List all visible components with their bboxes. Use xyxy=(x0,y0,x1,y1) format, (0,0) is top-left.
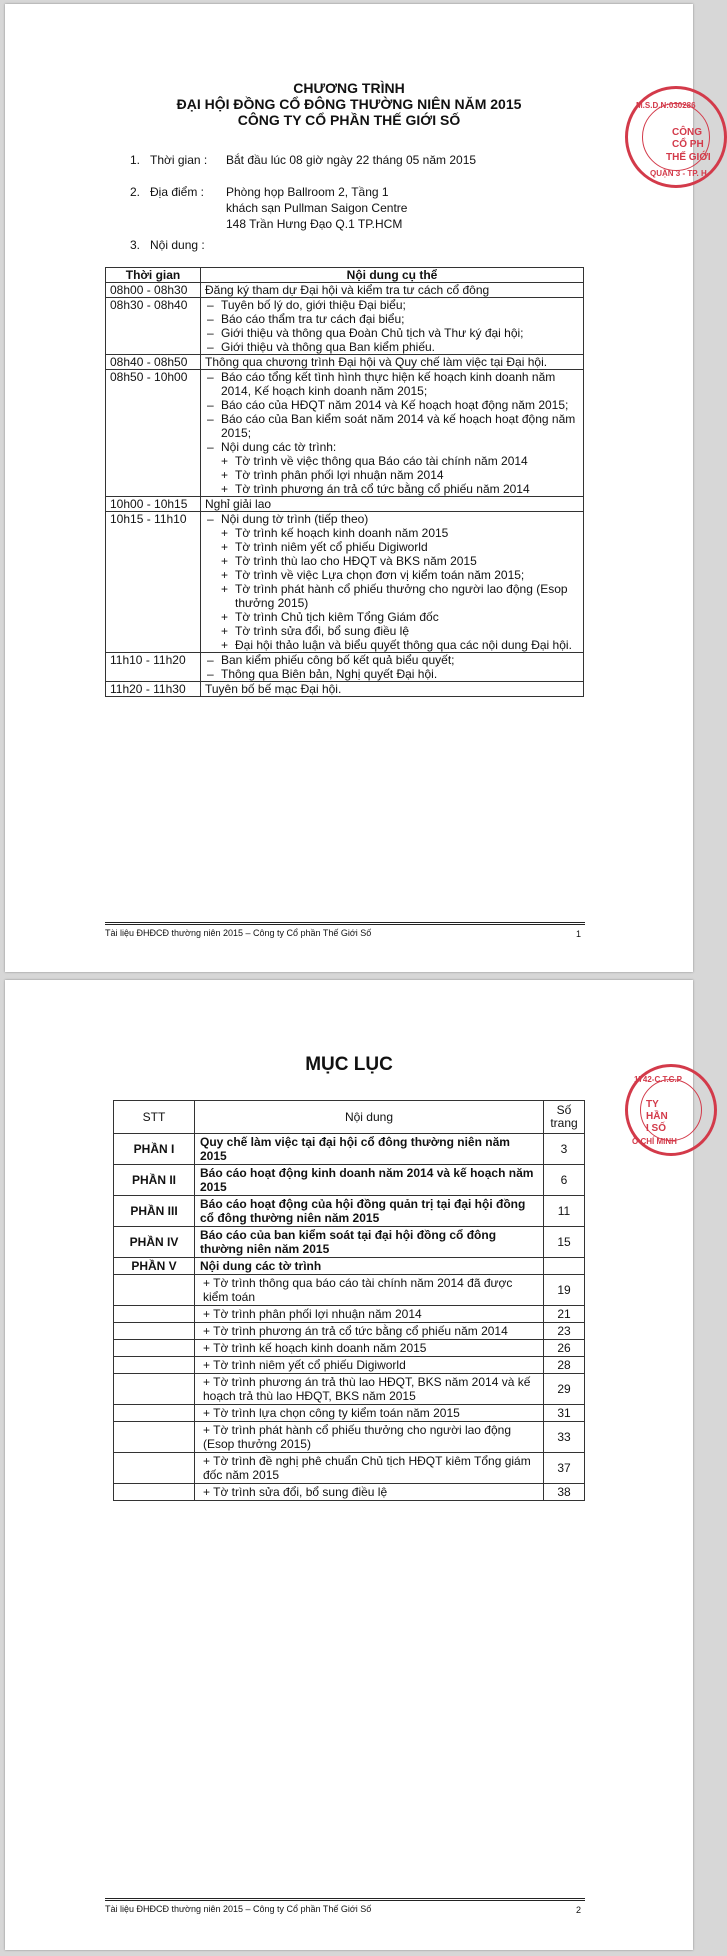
toc-content: + Tờ trình đề nghị phê chuẩn Chủ tịch HĐQT kiêm Tổng giám đốc năm 2015 xyxy=(195,1453,544,1484)
footer-text: Tài liệu ĐHĐCĐ thường niên 2015 – Công ty Cổ phần Thế Giới Số xyxy=(105,1904,372,1914)
toc-content: Nội dung các tờ trình xyxy=(195,1258,544,1275)
agenda-item: + Tờ trình phát hành cổ phiếu thưởng cho người lao động (Esop thưởng 2015) xyxy=(205,582,579,610)
agenda-item: + Đại hội thảo luận và biểu quyết thông qua các nội dung Đại hội. xyxy=(205,638,579,652)
info-content: 3. Nội dung : xyxy=(130,238,205,252)
agenda-item: Thông qua chương trình Đại hội và Quy chế làm việc tại Đại hội. xyxy=(205,355,548,369)
toc-section xyxy=(114,1422,195,1453)
agenda-item: + Tờ trình phân phối lợi nhuận năm 2014 xyxy=(205,468,579,482)
toc-row xyxy=(114,1306,585,1323)
toc-title: MỤC LỤC xyxy=(305,1054,393,1075)
toc-page-number: 31 xyxy=(544,1405,585,1422)
agenda-item: Tuyên bố bế mạc Đại hội. xyxy=(205,682,342,696)
toc-page-number: 23 xyxy=(544,1323,585,1340)
agenda-item: – Ban kiểm phiếu công bố kết quả biểu quyết; xyxy=(205,653,579,667)
toc-page-number: 26 xyxy=(544,1340,585,1357)
toc-content: Báo cáo của ban kiểm soát tại đại hội đồng cổ đông thường niên năm 2015 xyxy=(195,1227,544,1258)
toc-content: + Tờ trình phân phối lợi nhuận năm 2014 xyxy=(195,1306,544,1323)
agenda-time: 11h10 - 11h20 xyxy=(106,653,201,682)
agenda-item: – Nội dung tờ trình (tiếp theo) xyxy=(205,512,579,526)
agenda-content xyxy=(201,298,584,355)
page-footer xyxy=(105,922,585,938)
agenda-item: + Tờ trình Chủ tịch kiêm Tổng Giám đốc xyxy=(205,610,579,624)
toc-row xyxy=(114,1357,585,1374)
agenda-row xyxy=(106,512,584,653)
document-page-1 xyxy=(5,4,711,972)
agenda-content xyxy=(201,653,584,682)
agenda-item: – Báo cáo tổng kết tình hình thực hiện kế hoạch kinh doanh năm 2014, Kế hoạch kinh doanh năm 2015; xyxy=(205,370,579,398)
company-seal-stamp: 1742-C.T.C.P TY HẦN I SỐ Ồ CHÍ MINH xyxy=(625,1064,717,1156)
toc-page-number: 37 xyxy=(544,1453,585,1484)
agenda-item: + Tờ trình niêm yết cổ phiếu Digiworld xyxy=(205,540,579,554)
agenda-item: – Tuyên bố lý do, giới thiệu Đại biểu; xyxy=(205,298,579,312)
toc-section xyxy=(114,1484,195,1501)
toc-section xyxy=(114,1340,195,1357)
toc-content: + Tờ trình lựa chọn công ty kiểm toán năm 2015 xyxy=(195,1405,544,1422)
agenda-content xyxy=(201,497,584,512)
agenda-item: + Tờ trình kế hoạch kinh doanh năm 2015 xyxy=(205,526,579,540)
toc-row xyxy=(114,1258,585,1275)
title-line-1: CHƯƠNG TRÌNH xyxy=(293,80,405,96)
toc-page-number: 19 xyxy=(544,1275,585,1306)
toc-content: Báo cáo hoạt động của hội đồng quản trị tại đại hội đồng cổ đông thường niên năm 2015 xyxy=(195,1196,544,1227)
toc-section xyxy=(114,1453,195,1484)
title-line-2: ĐẠI HỘI ĐỒNG CỔ ĐÔNG THƯỜNG NIÊN NĂM 2015 xyxy=(176,96,522,112)
agenda-item: – Thông qua Biên bản, Nghị quyết Đại hội. xyxy=(205,667,579,681)
toc-page-number: 6 xyxy=(544,1165,585,1196)
agenda-row xyxy=(106,370,584,497)
toc-page-number: 15 xyxy=(544,1227,585,1258)
toc-row xyxy=(114,1165,585,1196)
agenda-item: – Báo cáo của HĐQT năm 2014 và Kế hoạch hoạt động năm 2015; xyxy=(205,398,579,412)
agenda-item: – Giới thiệu và thông qua Đoàn Chủ tịch và Thư ký đại hội; xyxy=(205,326,579,340)
agenda-row xyxy=(106,283,584,298)
toc-section: PHẦN II xyxy=(114,1165,195,1196)
toc-page-number: 28 xyxy=(544,1357,585,1374)
agenda-item: + Tờ trình về việc thông qua Báo cáo tài chính năm 2014 xyxy=(205,454,579,468)
agenda-row xyxy=(106,355,584,370)
toc-row xyxy=(114,1227,585,1258)
agenda-item: Đăng ký tham dự Đại hội và kiểm tra tư cách cổ đông xyxy=(205,283,490,297)
agenda-item: + Tờ trình thù lao cho HĐQT và BKS năm 2015 xyxy=(205,554,579,568)
toc-page-number: 38 xyxy=(544,1484,585,1501)
toc-row xyxy=(114,1374,585,1405)
header-content: Nội dung cụ thể xyxy=(201,268,584,283)
toc-content: + Tờ trình sửa đổi, bổ sung điều lệ xyxy=(195,1484,544,1501)
toc-section: PHẦN III xyxy=(114,1196,195,1227)
agenda-item: – Nội dung các tờ trình: xyxy=(205,440,579,454)
toc-table xyxy=(113,1100,585,1501)
toc-content: + Tờ trình kế hoạch kinh doanh năm 2015 xyxy=(195,1340,544,1357)
toc-section: PHẦN IV xyxy=(114,1227,195,1258)
document-page-2 xyxy=(5,980,693,1950)
toc-page-number: 29 xyxy=(544,1374,585,1405)
agenda-content xyxy=(201,512,584,653)
company-seal-stamp: M.S.D.N:030286 CÔNG CỔ PH THẾ GIỚI QUẬN 3 - TP. H xyxy=(625,86,727,188)
toc-content: + Tờ trình phương án trả thù lao HĐQT, BKS năm 2014 và kế hoạch trả thù lao HĐQT, BKS năm 2015 xyxy=(195,1374,544,1405)
info-time: 1. Thời gian : Bắt đầu lúc 08 giờ ngày 22 tháng 05 năm 2015 xyxy=(130,153,477,167)
toc-row xyxy=(114,1196,585,1227)
header-stt: STT xyxy=(114,1101,195,1134)
agenda-item: Nghỉ giải lao xyxy=(205,497,272,511)
agenda-item: – Giới thiệu và thông qua Ban kiểm phiếu. xyxy=(205,340,579,354)
toc-page-number: 3 xyxy=(544,1134,585,1165)
agenda-time: 10h00 - 10h15 xyxy=(106,497,201,512)
agenda-item: + Tờ trình về việc Lựa chọn đơn vị kiểm toán năm 2015; xyxy=(205,568,579,582)
header-time: Thời gian xyxy=(106,268,201,283)
toc-section: PHẦN V xyxy=(114,1258,195,1275)
toc-content: + Tờ trình phát hành cổ phiếu thưởng cho người lao động (Esop thưởng 2015) xyxy=(195,1422,544,1453)
toc-row xyxy=(114,1453,585,1484)
header-content: Nội dung xyxy=(195,1101,544,1134)
agenda-content xyxy=(201,283,584,298)
toc-section xyxy=(114,1374,195,1405)
toc-row xyxy=(114,1134,585,1165)
toc-section xyxy=(114,1275,195,1306)
toc-content: + Tờ trình thông qua báo cáo tài chính năm 2014 đã được kiểm toán xyxy=(195,1275,544,1306)
footer-text: Tài liệu ĐHĐCĐ thường niên 2015 – Công ty Cổ phần Thế Giới Số xyxy=(105,928,372,938)
agenda-time: 08h50 - 10h00 xyxy=(106,370,201,497)
toc-section xyxy=(114,1306,195,1323)
agenda-item: + Tờ trình sửa đổi, bổ sung điều lệ xyxy=(205,624,579,638)
agenda-time: 08h30 - 08h40 xyxy=(106,298,201,355)
agenda-item: + Tờ trình phương án trả cổ tức bằng cổ phiếu năm 2014 xyxy=(205,482,579,496)
toc-content: + Tờ trình phương án trả cổ tức bằng cổ phiếu năm 2014 xyxy=(195,1323,544,1340)
toc-section: PHẦN I xyxy=(114,1134,195,1165)
agenda-row xyxy=(106,653,584,682)
page-number: 1 xyxy=(575,929,581,939)
agenda-table xyxy=(105,267,584,697)
info-place: 2. Địa điểm : Phòng họp Ballroom 2, Tầng 1 khách sạn Pullman Saigon Centre 148 Trần Hưng Đạo Q.1 TP.HCM xyxy=(130,185,408,231)
toc-content: Quy chế làm việc tại đại hội cổ đông thường niên năm 2015 xyxy=(195,1134,544,1165)
agenda-item: – Báo cáo thẩm tra tư cách đại biểu; xyxy=(205,312,579,326)
agenda-time: 08h00 - 08h30 xyxy=(106,283,201,298)
agenda-row xyxy=(106,497,584,512)
header-page: Số trang xyxy=(544,1101,585,1134)
agenda-content xyxy=(201,682,584,697)
agenda-title xyxy=(5,80,693,128)
toc-section xyxy=(114,1323,195,1340)
agenda-row xyxy=(106,682,584,697)
toc-row xyxy=(114,1340,585,1357)
toc-page-number: 33 xyxy=(544,1422,585,1453)
toc-content: + Tờ trình niêm yết cổ phiếu Digiworld xyxy=(195,1357,544,1374)
toc-content: Báo cáo hoạt động kinh doanh năm 2014 và kế hoạch năm 2015 xyxy=(195,1165,544,1196)
toc-page-number: 11 xyxy=(544,1196,585,1227)
agenda-time: 11h20 - 11h30 xyxy=(106,682,201,697)
agenda-content xyxy=(201,370,584,497)
toc-row xyxy=(114,1484,585,1501)
toc-section xyxy=(114,1357,195,1374)
page-footer xyxy=(105,1898,585,1914)
title-line-3: CÔNG TY CỔ PHẦN THẾ GIỚI SỐ xyxy=(237,112,461,128)
page-number: 2 xyxy=(575,1905,581,1915)
toc-section xyxy=(114,1405,195,1422)
toc-row xyxy=(114,1275,585,1306)
toc-row xyxy=(114,1323,585,1340)
toc-row xyxy=(114,1405,585,1422)
agenda-time: 08h40 - 08h50 xyxy=(106,355,201,370)
agenda-row xyxy=(106,298,584,355)
toc-page-number: 21 xyxy=(544,1306,585,1323)
agenda-item: – Báo cáo của Ban kiểm soát năm 2014 và kế hoạch hoạt động năm 2015; xyxy=(205,412,579,440)
agenda-content xyxy=(201,355,584,370)
toc-page-number xyxy=(544,1258,585,1275)
toc-row xyxy=(114,1422,585,1453)
agenda-time: 10h15 - 11h10 xyxy=(106,512,201,653)
